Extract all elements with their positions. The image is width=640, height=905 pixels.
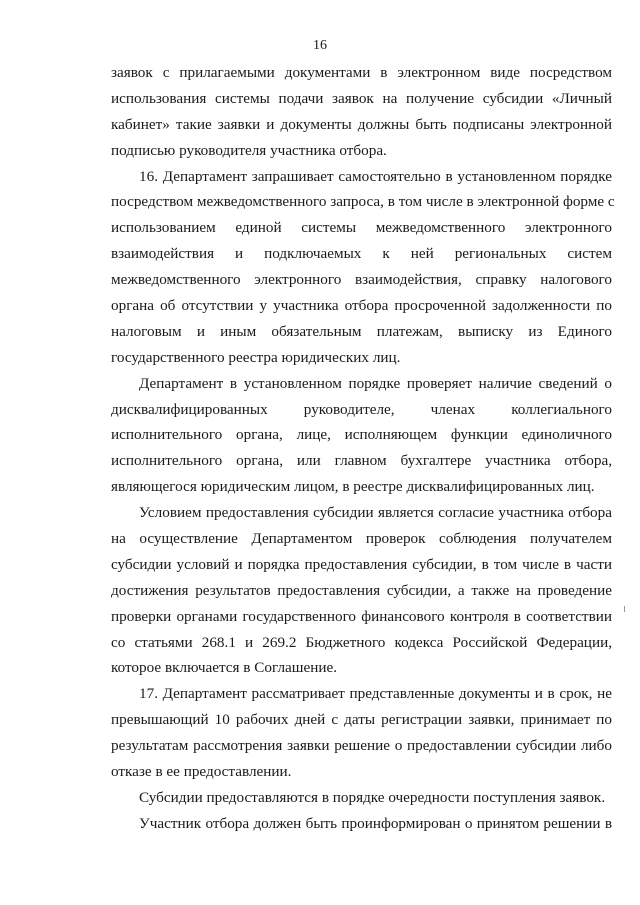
text-line: межведомственного электронного взаимодействия, справку налогового bbox=[111, 271, 612, 289]
text-line: достижения результатов предоставления субсидии, а также на проведение bbox=[111, 581, 612, 599]
scan-mark bbox=[624, 606, 625, 612]
text-line: подписью руководителя участника отбора. bbox=[111, 141, 387, 159]
text-line: кабинет» такие заявки и документы должны быть подписаны электронной bbox=[111, 115, 612, 133]
text-line: исполнительного органа, или главном бухгалтере участника отбора, bbox=[111, 452, 612, 470]
text-line: со статьями 268.1 и 269.2 Бюджетного кодекса Российской Федерации, bbox=[111, 633, 612, 651]
text-line: посредством межведомственного запроса, в том числе в электронной форме с bbox=[111, 193, 615, 211]
text-line: отказе в ее предоставлении. bbox=[111, 763, 292, 781]
text-line: Субсидии предоставляются в порядке очередности поступления заявок. bbox=[139, 788, 606, 806]
text-line: проверки органами государственного финансового контроля в соответствии bbox=[111, 607, 612, 625]
text-line: превышающий 10 рабочих дней с даты регистрации заявки, принимает по bbox=[111, 711, 612, 729]
text-line: использованием единой системы межведомственного электронного bbox=[111, 219, 612, 237]
page-number: 16 bbox=[313, 38, 327, 53]
text-line: взаимодействия и подключаемых к ней региональных систем bbox=[111, 245, 612, 263]
text-line: Департамент в установленном порядке проверяет наличие сведений о bbox=[139, 374, 612, 392]
text-line: исполнительного органа, лице, исполняющем функции единоличного bbox=[111, 426, 612, 444]
text-line: 16. Департамент запрашивает самостоятельно в установленном порядке bbox=[139, 167, 612, 185]
text-line: на осуществление Департаментом проверок соблюдения получателем bbox=[111, 530, 612, 548]
text-line: которое включается в Соглашение. bbox=[111, 659, 338, 677]
text-line: налоговым и иным обязательным платежам, выписку из Единого bbox=[111, 322, 612, 340]
text-line: Условием предоставления субсидии является согласие участника отбора bbox=[139, 504, 612, 522]
text-line: Участник отбора должен быть проинформирован о принятом решении в bbox=[139, 814, 612, 832]
text-line: государственного реестра юридических лиц. bbox=[111, 348, 401, 366]
document-body bbox=[111, 60, 615, 837]
text-line: использования системы подачи заявок на получение субсидии «Личный bbox=[111, 89, 612, 107]
text-line: 17. Департамент рассматривает представленные документы и в срок, не bbox=[139, 685, 612, 703]
text-line: органа об отсутствии у участника отбора просроченной задолженности по bbox=[111, 297, 612, 315]
text-line: дисквалифицированных руководителе, членах коллегиального bbox=[111, 400, 612, 418]
text-line: заявок с прилагаемыми документами в электронном виде посредством bbox=[111, 64, 612, 81]
text-line: результатам рассмотрения заявки решение о предоставлении субсидии либо bbox=[111, 737, 612, 755]
text-line: субсидии условий и порядка предоставления субсидии, в том числе в части bbox=[111, 555, 612, 573]
text-line: являющегося юридическим лицом, в реестре дисквалифицированных лиц. bbox=[111, 478, 595, 496]
